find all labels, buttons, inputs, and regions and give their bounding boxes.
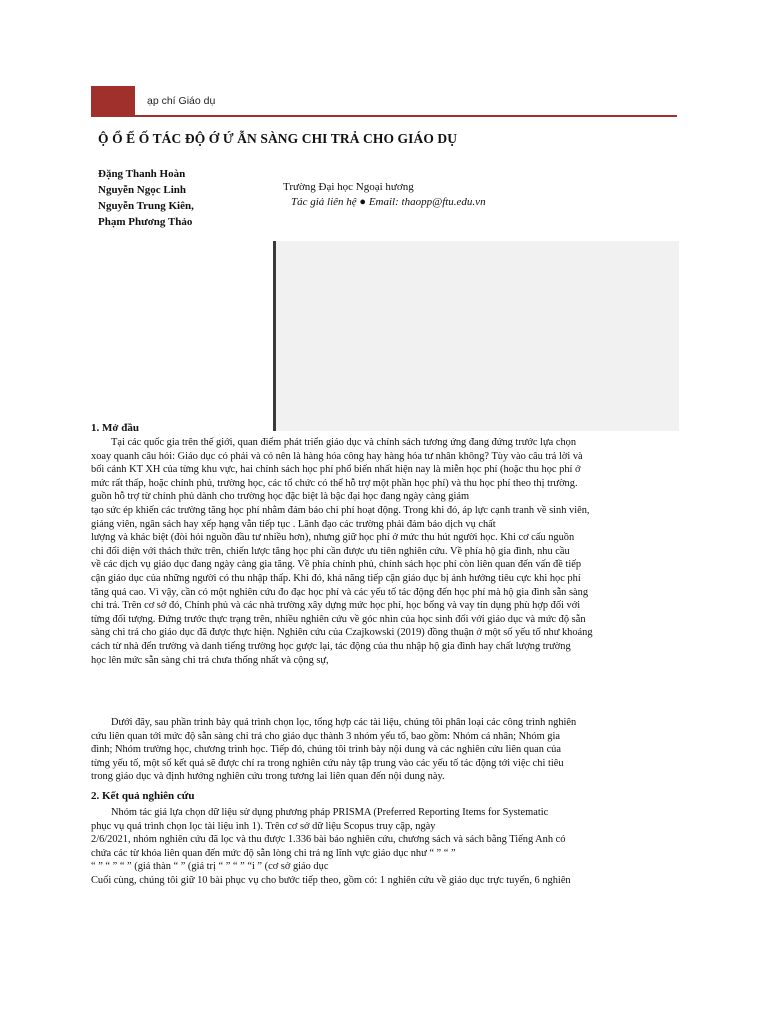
text-line: chi trả. Trên cơ sở đó, Chính phủ và các nhà trường xây dựng mức học phí, học bổng và vay tín dụng phù hợp đối với <box>91 600 581 612</box>
results-paragraph-1 <box>91 806 677 888</box>
intro-paragraph-1 <box>91 436 677 667</box>
text-line: tăng quá cao. Vì vậy, cần có một nghiên cứu đo đạc học phí và các yếu tố tác động đến học phí mà hộ gia đình sẵn sàng <box>91 586 589 598</box>
text-line: chi đổi diện với thách thức trên, chiến lược tăng học phí cần được ưu tiên nghiên cứu. Về phía hộ gia đình, nhu cầu <box>91 545 570 557</box>
author-affiliation: Trường Đại học Ngoại hương <box>283 181 414 193</box>
journal-name: ạp chí Giáo dụ <box>147 95 216 107</box>
text-line: cách từ nhà đến trường và danh tiếng trường học gược lại, tác động của thu nhập hộ gia đình hay chất lượng trường <box>91 640 571 652</box>
text-line: Tại các quốc gia trên thế giới, quan điểm phát triển giáo dục và chính sách tương ứng đang đứng trước lựa chọn <box>111 437 577 448</box>
text-line: về các dịch vụ giáo dục đang ngày càng gia tăng. Về phía chính phủ, chính sách học phí còn liên quan đến vấn đề tiếp <box>91 559 582 571</box>
text-line: “ ” “ ” “ ” (giá thàn “ ” (giá trị “ ” “ ” “i ” (cơ sở giáo dục <box>91 861 329 873</box>
text-line: guồn hỗ trợ từ chính phủ dành cho trường học đặc biệt là bậc đại học đang ngày càng giảm <box>91 491 470 503</box>
header-rule <box>91 115 677 117</box>
text-line: từng đối tượng. Đứng trước thực trạng trên, nhiều nghiên cứu về góc nhìn của học sinh đối với giáo dục và mức độ sẵn <box>91 613 586 625</box>
text-line: trong giáo dục và định hướng nghiên cứu trong tương lai liên quan đến nội dung này. <box>91 771 445 783</box>
abstract-box <box>273 241 679 431</box>
author-name: Đặng Thanh Hoàn <box>98 168 186 180</box>
text-line: cứu liên quan tới mức độ sẵn sàng chi trả cho giáo dục thành 3 nhóm yếu tố, bao gồm: Nhóm cá nhân; Nhóm gia <box>91 730 560 742</box>
section-heading-intro: 1. Mở đầu <box>91 422 139 434</box>
intro-paragraph-2 <box>91 716 677 784</box>
text-line: lượng và khác biệt (đòi hỏi nguồn đầu tư nhiều hơn), nhưng giữ học phí ở mức thu hút người học. Khi cơ cấu nguồn <box>91 532 575 544</box>
author-name: Nguyễn Trung Kiên, <box>98 200 194 212</box>
text-line: Cuối cùng, chúng tôi giữ 10 bài phục vụ cho bước tiếp theo, gồm có: 1 nghiên cứu về giáo dục trực tuyến, 6 nghiên <box>91 874 571 886</box>
text-line: 2/6/2021, nhóm nghiên cứu đã lọc và thu được 1.336 bài báo nghiên cứu, chương sách và sách bằng Tiếng Anh có <box>91 834 566 846</box>
text-line: chứa các từ khóa liên quan đến mức độ sẵn lòng chi trả ng lĩnh vực giáo dục như “ ” “ ” <box>91 847 456 859</box>
journal-header-block <box>91 86 135 116</box>
text-line: giảng viên, ngân sách hay xếp hạng vẫn tiếp tục . Lãnh đạo các trường phải đảm bảo dịch vụ chất <box>91 518 496 530</box>
text-line: học lên mức sẵn sàng chi trả chưa thống nhất và cộng sự, <box>91 654 329 666</box>
section-heading-results: 2. Kết quả nghiên cứu <box>91 790 195 802</box>
text-line: phục vụ quá trình chọn lọc tài liệu ình 1). Trên cơ sở dữ liệu Scopus truy cập, ngày <box>91 820 436 832</box>
text-line: bối cảnh KT XH của từng khu vực, hai chính sách học phí phổ biến nhất hiện nay là miễn học phí (hoặc thu học phí ở <box>91 464 581 476</box>
author-name: Nguyễn Ngọc Linh <box>98 184 187 196</box>
article-title: Ộ Ổ Ế Ố TÁC ĐỘ Ớ Ứ ẪN SÀNG CHI TRẢ CHO GIÁO DỤ <box>98 131 458 146</box>
text-line: từng yếu tố, một số kết quả sẽ được chỉ ra trong nghiên cứu này tập trung vào các yếu tố tác động tới việc chi tiêu <box>91 757 564 769</box>
text-line: đình; Nhóm trường học, chương trình học. Tiếp đó, chúng tôi trình bày nội dung và các nghiên cứu liên quan của <box>91 744 561 756</box>
text-line: Nhóm tác giả lựa chọn dữ liệu sử dụng phương pháp PRISMA (Preferred Reporting Items for Systematic <box>111 807 549 818</box>
text-line: cận giáo dục của những người có thu nhập thấp. Khi đó, khả năng tiếp cận giáo dục bị ảnh hưởng tiêu cực khi học phí <box>91 572 581 584</box>
text-line: Dưới đây, sau phần trình bày quá trình chọn lọc, tổng hợp các tài liệu, chúng tôi phân loại các công trình nghiên <box>111 717 577 728</box>
author-name: Phạm Phương Thảo <box>98 216 193 228</box>
corresponding-author-email: Tác giả liên hệ ● Email: thaopp@ftu.edu.vn <box>291 196 486 208</box>
text-line: sàng chi trả cho giáo dục đã được thực hiện. Nghiên cứu của Czajkowski (2019) đồng thuận ở một số yếu tố như khoảng <box>91 627 593 639</box>
text-line: tạo sức ép khiến các trường tăng học phí nhằm đảm bảo chi phí hoạt động. Trong khi đó, áp lực cạnh tranh về sinh viên, <box>91 504 590 516</box>
author-list <box>98 166 194 230</box>
text-line: mức rất thấp, hoặc chính phủ, trường học, các tổ chức có thể hỗ trợ một phần học phí) và thu học phí theo thị trường. <box>91 477 578 489</box>
text-line: xoay quanh câu hỏi: Giáo dục có phải và có nên là hàng hóa công hay hàng hóa tư nhân không? Tùy vào câu trả lời và <box>91 450 583 462</box>
